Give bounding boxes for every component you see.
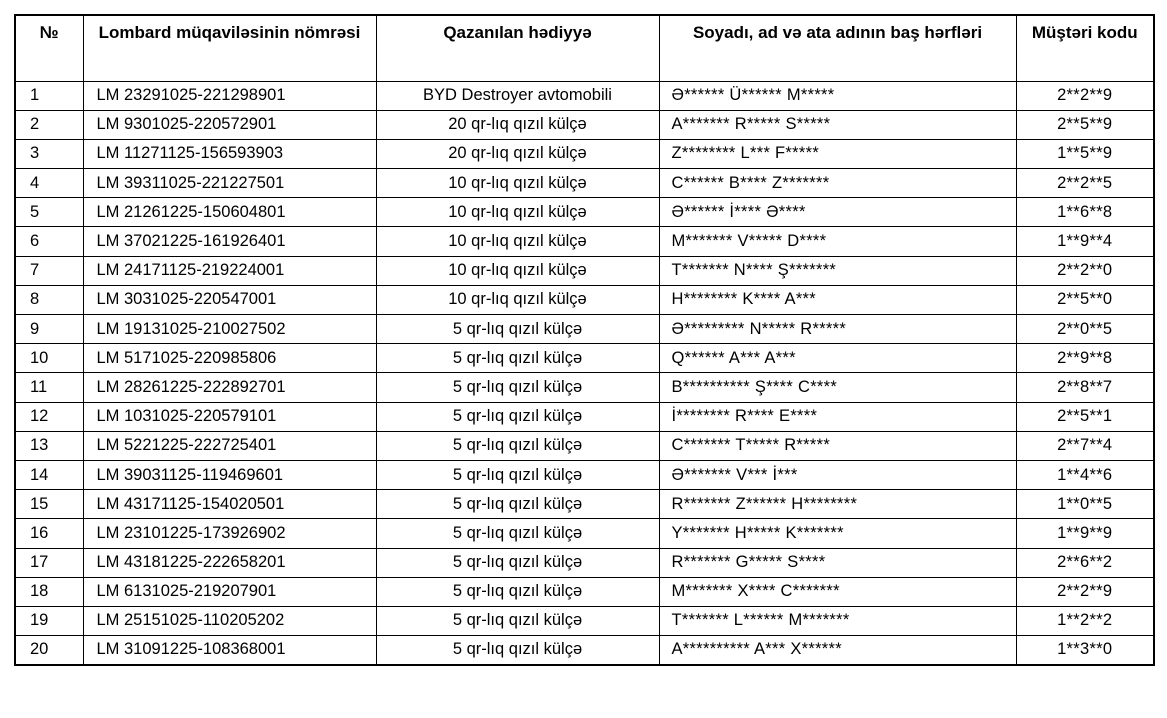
prize-cell: 5 qr-lıq qızıl külçə <box>376 431 659 460</box>
prize-cell: 5 qr-lıq qızıl külçə <box>376 490 659 519</box>
prize-cell: 20 qr-lıq qızıl külçə <box>376 110 659 139</box>
col-header-contract: Lombard müqaviləsinin nömrəsi <box>83 15 376 81</box>
prize-cell: 5 qr-lıq qızıl külçə <box>376 373 659 402</box>
customer-code-cell: 2**8**7 <box>1016 373 1154 402</box>
customer-code-cell: 2**5**9 <box>1016 110 1154 139</box>
col-header-code: Müştəri kodu <box>1016 15 1154 81</box>
initials-cell: R******* G***** S**** <box>659 548 1016 577</box>
row-number-cell: 11 <box>15 373 83 402</box>
initials-cell: A********** A*** X****** <box>659 636 1016 665</box>
row-number-cell: 12 <box>15 402 83 431</box>
customer-code-cell: 2**2**9 <box>1016 577 1154 606</box>
prize-cell: 5 qr-lıq qızıl külçə <box>376 402 659 431</box>
row-number-cell: 7 <box>15 256 83 285</box>
contract-number-cell: LM 24171125-219224001 <box>83 256 376 285</box>
contract-number-cell: LM 28261225-222892701 <box>83 373 376 402</box>
table-row <box>15 519 1154 548</box>
table-row <box>15 636 1154 665</box>
header-row <box>15 15 1154 81</box>
table-row <box>15 548 1154 577</box>
customer-code-cell: 2**9**8 <box>1016 344 1154 373</box>
customer-code-cell: 2**7**4 <box>1016 431 1154 460</box>
row-number-cell: 19 <box>15 606 83 635</box>
row-number-cell: 13 <box>15 431 83 460</box>
initials-cell: R******* Z****** H******** <box>659 490 1016 519</box>
contract-number-cell: LM 6131025-219207901 <box>83 577 376 606</box>
contract-number-cell: LM 23291025-221298901 <box>83 81 376 110</box>
initials-cell: Q****** A*** A*** <box>659 344 1016 373</box>
col-header-initials: Soyadı, ad və ata adının baş hərfləri <box>659 15 1016 81</box>
row-number-cell: 17 <box>15 548 83 577</box>
row-number-cell: 20 <box>15 636 83 665</box>
initials-cell: A******* R***** S***** <box>659 110 1016 139</box>
winners-table <box>14 14 1155 666</box>
row-number-cell: 10 <box>15 344 83 373</box>
prize-cell: 10 qr-lıq qızıl külçə <box>376 227 659 256</box>
initials-cell: Ə******* V*** İ*** <box>659 460 1016 489</box>
table-row <box>15 460 1154 489</box>
contract-number-cell: LM 39031125-119469601 <box>83 460 376 489</box>
table-row <box>15 285 1154 314</box>
initials-cell: M******* X**** C******* <box>659 577 1016 606</box>
table-row <box>15 315 1154 344</box>
prize-cell: 5 qr-lıq qızıl külçə <box>376 636 659 665</box>
row-number-cell: 2 <box>15 110 83 139</box>
customer-code-cell: 1**9**4 <box>1016 227 1154 256</box>
table-row <box>15 110 1154 139</box>
initials-cell: Y******* H***** K******* <box>659 519 1016 548</box>
prize-cell: 10 qr-lıq qızıl külçə <box>376 198 659 227</box>
col-header-no: № <box>15 15 83 81</box>
table-row <box>15 577 1154 606</box>
contract-number-cell: LM 43181225-222658201 <box>83 548 376 577</box>
contract-number-cell: LM 31091225-108368001 <box>83 636 376 665</box>
prize-cell: 5 qr-lıq qızıl külçə <box>376 577 659 606</box>
prize-cell: 10 qr-lıq qızıl külçə <box>376 285 659 314</box>
contract-number-cell: LM 39311025-221227501 <box>83 169 376 198</box>
customer-code-cell: 1**9**9 <box>1016 519 1154 548</box>
initials-cell: C******* T***** R***** <box>659 431 1016 460</box>
prize-cell: 5 qr-lıq qızıl külçə <box>376 344 659 373</box>
contract-number-cell: LM 23101225-173926902 <box>83 519 376 548</box>
customer-code-cell: 2**0**5 <box>1016 315 1154 344</box>
contract-number-cell: LM 25151025-110205202 <box>83 606 376 635</box>
table-row <box>15 606 1154 635</box>
prize-cell: 10 qr-lıq qızıl külçə <box>376 169 659 198</box>
col-header-prize: Qazanılan hədiyyə <box>376 15 659 81</box>
customer-code-cell: 1**6**8 <box>1016 198 1154 227</box>
customer-code-cell: 2**5**1 <box>1016 402 1154 431</box>
customer-code-cell: 1**4**6 <box>1016 460 1154 489</box>
customer-code-cell: 2**2**9 <box>1016 81 1154 110</box>
customer-code-cell: 1**5**9 <box>1016 139 1154 168</box>
prize-cell: 20 qr-lıq qızıl külçə <box>376 139 659 168</box>
initials-cell: C****** B**** Z******* <box>659 169 1016 198</box>
customer-code-cell: 1**3**0 <box>1016 636 1154 665</box>
customer-code-cell: 2**2**5 <box>1016 169 1154 198</box>
contract-number-cell: LM 5221225-222725401 <box>83 431 376 460</box>
customer-code-cell: 2**5**0 <box>1016 285 1154 314</box>
row-number-cell: 6 <box>15 227 83 256</box>
contract-number-cell: LM 11271125-156593903 <box>83 139 376 168</box>
prize-cell: 5 qr-lıq qızıl külçə <box>376 548 659 577</box>
table-row <box>15 139 1154 168</box>
initials-cell: İ******** R**** E**** <box>659 402 1016 431</box>
contract-number-cell: LM 1031025-220579101 <box>83 402 376 431</box>
row-number-cell: 1 <box>15 81 83 110</box>
table-row <box>15 81 1154 110</box>
prize-cell: 5 qr-lıq qızıl külçə <box>376 460 659 489</box>
initials-cell: Ə****** Ü****** M***** <box>659 81 1016 110</box>
table-row <box>15 344 1154 373</box>
contract-number-cell: LM 3031025-220547001 <box>83 285 376 314</box>
contract-number-cell: LM 37021225-161926401 <box>83 227 376 256</box>
prize-cell: 5 qr-lıq qızıl külçə <box>376 606 659 635</box>
table-row <box>15 198 1154 227</box>
contract-number-cell: LM 43171125-154020501 <box>83 490 376 519</box>
initials-cell: Z******** L*** F***** <box>659 139 1016 168</box>
contract-number-cell: LM 19131025-210027502 <box>83 315 376 344</box>
customer-code-cell: 1**0**5 <box>1016 490 1154 519</box>
prize-cell: 5 qr-lıq qızıl külçə <box>376 519 659 548</box>
row-number-cell: 16 <box>15 519 83 548</box>
prize-cell: BYD Destroyer avtomobili <box>376 81 659 110</box>
table-row <box>15 490 1154 519</box>
row-number-cell: 15 <box>15 490 83 519</box>
row-number-cell: 18 <box>15 577 83 606</box>
initials-cell: H******** K**** A*** <box>659 285 1016 314</box>
contract-number-cell: LM 21261225-150604801 <box>83 198 376 227</box>
initials-cell: T******* L****** M******* <box>659 606 1016 635</box>
table-row <box>15 227 1154 256</box>
row-number-cell: 14 <box>15 460 83 489</box>
initials-cell: T******* N**** Ş******* <box>659 256 1016 285</box>
prize-cell: 5 qr-lıq qızıl külçə <box>376 315 659 344</box>
row-number-cell: 5 <box>15 198 83 227</box>
table-row <box>15 169 1154 198</box>
initials-cell: Ə********* N***** R***** <box>659 315 1016 344</box>
initials-cell: Ə****** İ**** Ə**** <box>659 198 1016 227</box>
row-number-cell: 3 <box>15 139 83 168</box>
table-row <box>15 431 1154 460</box>
initials-cell: M******* V***** D**** <box>659 227 1016 256</box>
contract-number-cell: LM 5171025-220985806 <box>83 344 376 373</box>
contract-number-cell: LM 9301025-220572901 <box>83 110 376 139</box>
row-number-cell: 4 <box>15 169 83 198</box>
prize-cell: 10 qr-lıq qızıl külçə <box>376 256 659 285</box>
customer-code-cell: 1**2**2 <box>1016 606 1154 635</box>
table-row <box>15 402 1154 431</box>
customer-code-cell: 2**6**2 <box>1016 548 1154 577</box>
customer-code-cell: 2**2**0 <box>1016 256 1154 285</box>
table-row <box>15 373 1154 402</box>
row-number-cell: 8 <box>15 285 83 314</box>
row-number-cell: 9 <box>15 315 83 344</box>
table-row <box>15 256 1154 285</box>
initials-cell: B********** Ş**** C**** <box>659 373 1016 402</box>
